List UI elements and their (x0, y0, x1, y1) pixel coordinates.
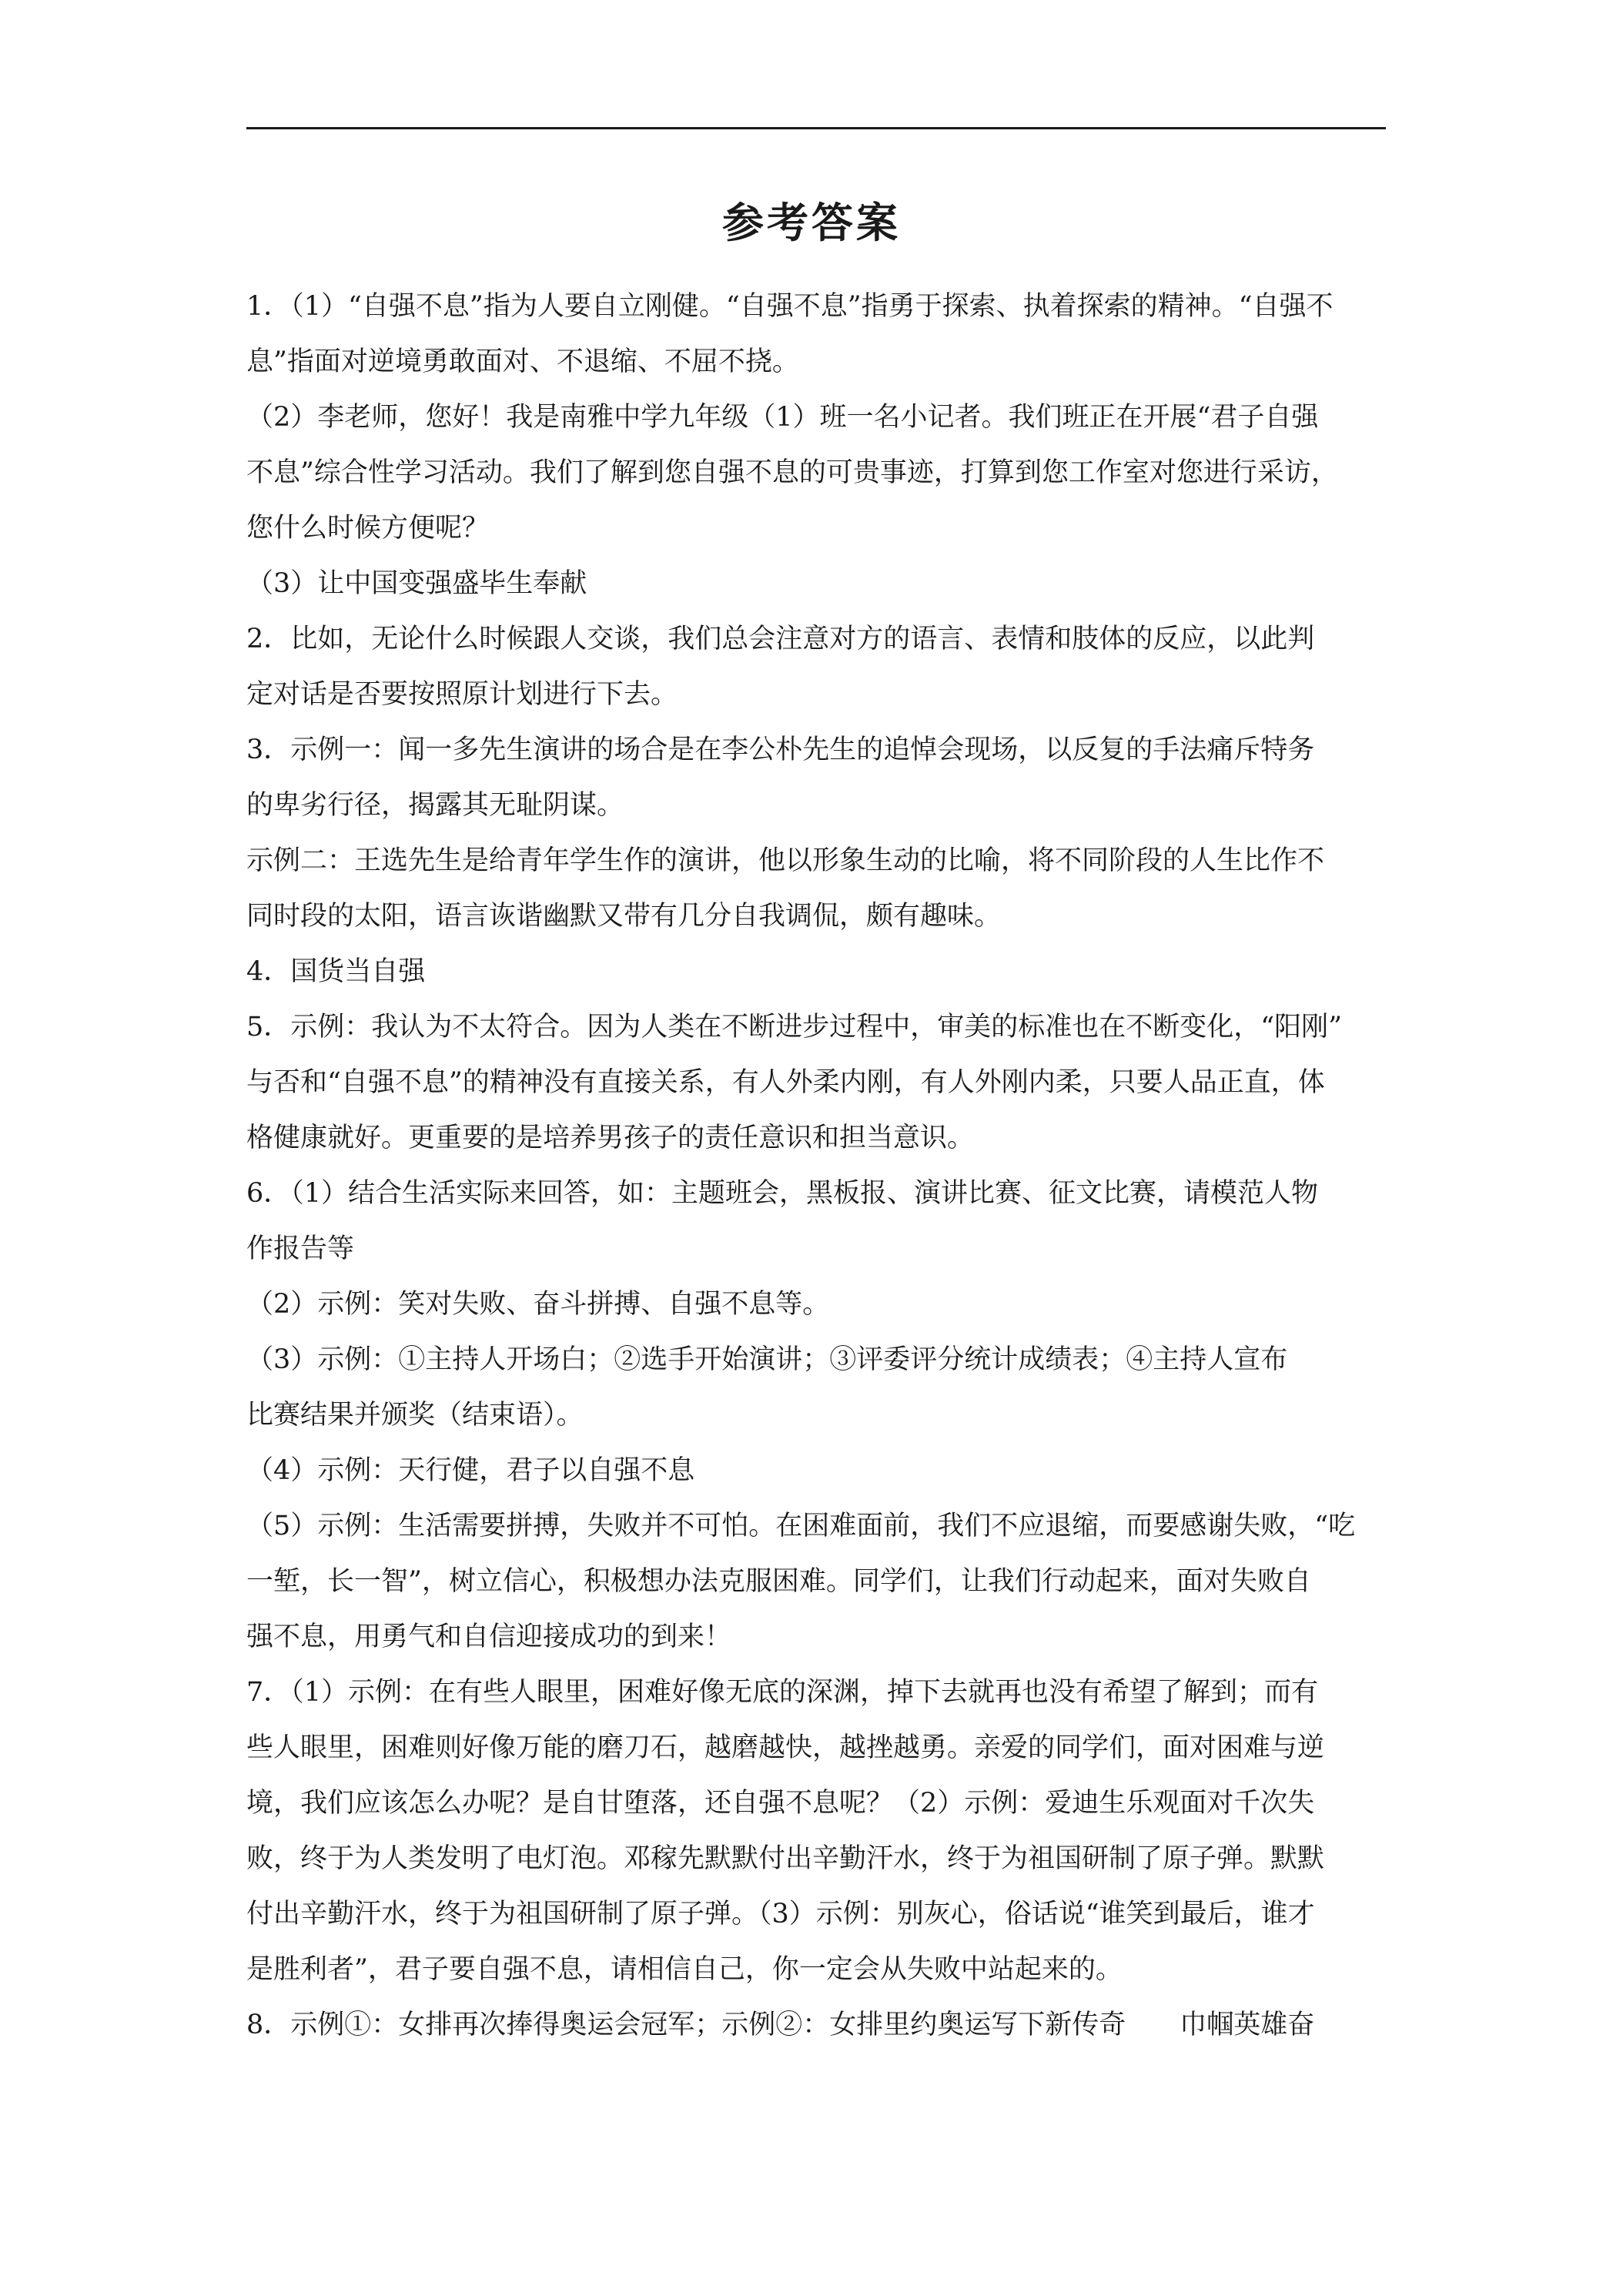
text-line: 不息”综合性学习活动。我们了解到您自强不息的可贵事迹，打算到您工作室对您进行采访， (246, 457, 1338, 488)
text-line: （3）示例：①主持人开场白；②选手开始演讲；③评委评分统计成绩表；④主持人宣布 (246, 1344, 1288, 1375)
text-line: 的卑劣行径，揭露其无耻阴谋。 (246, 790, 624, 821)
text-line: 1．（1）“自强不息”指为人要自立刚健。“自强不息”指勇于探索、执着探索的精神。“自强不 (246, 291, 1334, 322)
page-title: 参考答案 (722, 199, 901, 247)
text-line: 作报告等 (246, 1233, 355, 1264)
text-line: 付出辛勤汗水，终于为祖国研制了原子弹。（3）示例：别灰心，俗话说“谁笑到最后，谁才 (246, 1899, 1315, 1930)
text-line: 4．国货当自强 (246, 956, 426, 987)
text-line: 7．（1）示例：在有些人眼里，困难好像无底的深渊，掉下去就再也没有希望了解到；而有 (246, 1677, 1319, 1708)
text-line: 与否和“自强不息”的精神没有直接关系，有人外柔内刚，有人外刚内柔，只要人品正直，体 (246, 1067, 1325, 1098)
header-rule (246, 127, 1386, 129)
text-line: 是胜利者”，君子要自强不息，请相信自己，你一定会从失败中站起来的。 (246, 1954, 1123, 1985)
text-line: 息”指面对逆境勇敢面对、不退缩、不屈不挠。 (246, 346, 799, 377)
text-line: （4）示例：天行健，君子以自强不息 (246, 1455, 695, 1486)
text-line: 败，终于为人类发明了电灯泡。邓稼先默默付出辛勤汗水，终于为祖国研制了原子弹。默默 (246, 1843, 1325, 1874)
text-line: （3）让中国变强盛毕生奉献 (246, 568, 587, 599)
text-line: 境，我们应该怎么办呢？是自甘堕落，还自强不息呢？（2）示例：爱迪生乐观面对千次失 (246, 1788, 1315, 1819)
text-line: （5）示例：生活需要拼搏，失败并不可怕。在困难面前，我们不应退缩，而要感谢失败，“吃 (246, 1511, 1356, 1541)
text-line: 些人眼里，困难则好像万能的磨刀石，越磨越快，越挫越勇。亲爱的同学们，面对困难与逆 (246, 1732, 1325, 1763)
text-line: （2）示例：笑对失败、奋斗拼搏、自强不息等。 (246, 1289, 830, 1320)
text-line: 6．（1）结合生活实际来回答，如：主题班会，黑板报、演讲比赛、征文比赛，请模范人物 (246, 1178, 1319, 1209)
text-line: 定对话是否要按照原计划进行下去。 (246, 679, 678, 710)
text-line: 示例二：王选先生是给青年学生作的演讲，他以形象生动的比喻，将不同阶段的人生比作不 (246, 845, 1325, 876)
text-line: 比赛结果并颁奖（结束语）。 (246, 1400, 584, 1431)
text-line: 格健康就好。更重要的是培养男孩子的责任意识和担当意识。 (246, 1123, 975, 1153)
text-line: 强不息，用勇气和自信迎接成功的到来！ (246, 1622, 732, 1652)
text-line: 8．示例①：女排再次捧得奥运会冠军；示例②：女排里约奥运写下新传奇 巾帼英雄奋 (246, 2010, 1315, 2040)
text-line: 一堑，长一智”，树立信心，积极想办法克服困难。同学们，让我们行动起来，面对失败自 (246, 1566, 1311, 1597)
text-line: 2．比如，无论什么时候跟人交谈，我们总会注意对方的语言、表情和肢体的反应，以此判 (246, 624, 1315, 654)
text-line: 3．示例一：闻一多先生演讲的场合是在李公朴先生的追悼会现场，以反复的手法痛斥特务 (246, 735, 1315, 765)
answer-body (246, 279, 1386, 2053)
text-line: （2）李老师，您好！我是南雅中学九年级（1）班一名小记者。我们班正在开展“君子自强 (246, 402, 1319, 433)
text-line: 您什么时候方便呢？ (246, 513, 490, 544)
text-line: 同时段的太阳，语言诙谐幽默又带有几分自我调侃，颇有趣味。 (246, 901, 1002, 932)
text-line: 5．示例：我认为不太符合。因为人类在不断进步过程中，审美的标准也在不断变化，“阳刚” (246, 1012, 1343, 1043)
